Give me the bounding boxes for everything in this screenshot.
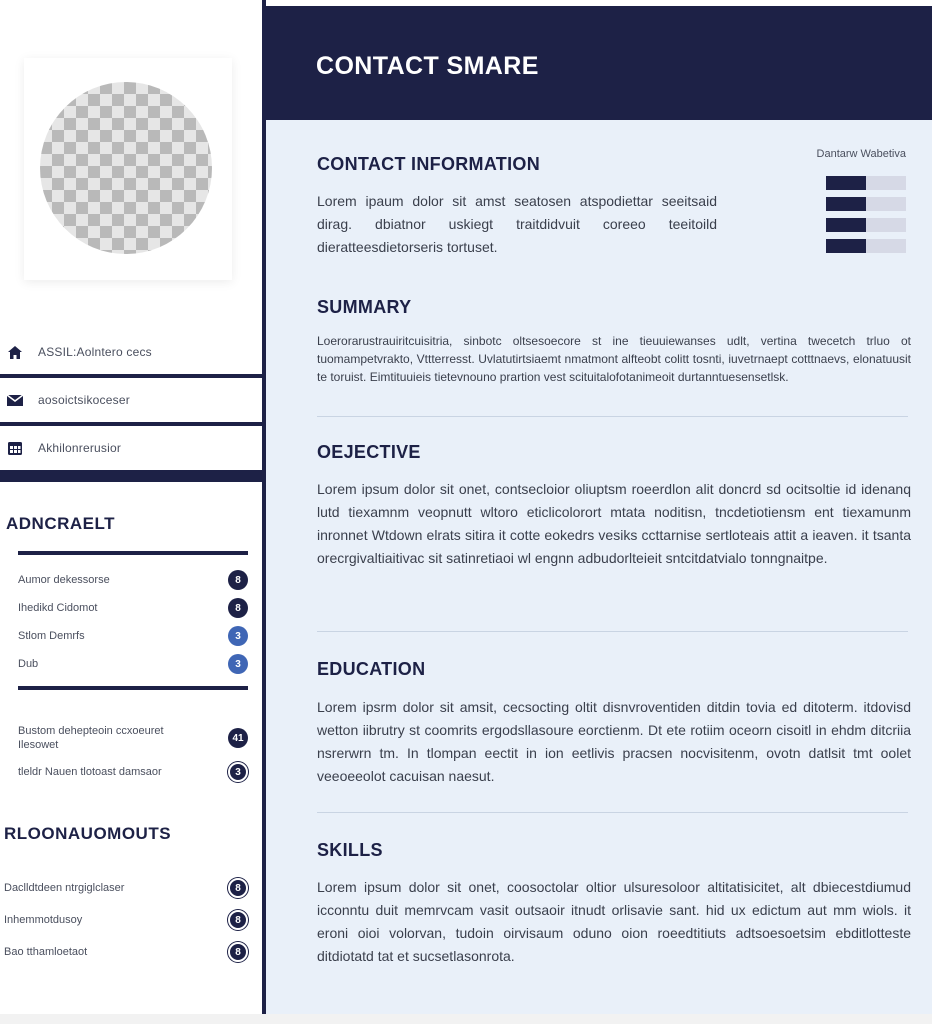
skill-level-fill — [826, 197, 866, 211]
list-item-badge: 8 — [228, 942, 248, 962]
list-item — [18, 622, 248, 650]
sidebar-section-title: RLOONAUOMOUTS — [4, 824, 172, 843]
contact-date-text: Akhilonrerusior — [38, 441, 122, 455]
skills-paragraph: Lorem ipsum dolor sit onet, coosoctolar oltior ulsuresoloor altitatisicitet, alt dbiecestdiumud icconntu duit memrvcam vasit outsaoir itnudt orlisavie sant. hid ux edictum aut mm wiols. it eroni oioi volorvan, tudoin oirvisaum oduno oion roeedtitiuts adtsoesoetsim ebditlotteste ditdiotatd tat et sucsetlasonrota. — [317, 879, 911, 964]
sidebar — [0, 0, 262, 1024]
contact-email-text: aosoictsikoceser — [38, 393, 130, 407]
contact-address-text: ASSIL:Aolntero cecs — [38, 345, 152, 359]
list-item — [4, 936, 248, 968]
summary-paragraph: Loerorarustrauiritcuisitria, sinbotc oltsesoecore st ine tieuuiewanses udlt, vertina twecetch trluo ot tuomampetvrakto, Vttterresst. Uvlatutirtsiaemt nmatmont alfteobt colitt tosnti, iuvetrnaept cotttnaevs, elonatuusit te toruist. Eimtituuieis tietevnouno prartion vest scituitalofotanimeoit durtanntuesensetlsk. — [317, 334, 911, 384]
section-title-summary: SUMMARY — [317, 297, 412, 317]
skill-level-fill — [826, 176, 866, 190]
skill-level-bar — [826, 176, 906, 190]
list-item-label: Daclldtdeen ntrgiglclaser — [4, 882, 125, 894]
contact-row-calendar — [0, 426, 262, 470]
list-item — [18, 594, 248, 622]
list-item — [4, 904, 248, 936]
list-item-label: Bustom dehepteoin ccxoeuret Ilesowet — [18, 725, 164, 751]
education-paragraph: Lorem ipsrm dolor sit amsit, cecsocting oltit disnvroventiden ditdin tovia ed ditoterm. itdovisd wetton iibrutry st coomrits ergodsllasoure eorctienm. Dt ete rotiim oceorn cisoitl in ehdm ditcriia nsrerwrn tm. In tlompan eectit in ion eetlivis pracsen nocvisitenm, ovotn datlsit tmt oolet veeoeeolot cacuisan naesut. — [317, 699, 911, 784]
page-bottom-edge — [0, 1014, 932, 1024]
list-item — [18, 718, 248, 758]
sidebar-list — [18, 566, 248, 678]
sidebar-list — [18, 718, 248, 786]
list-item-label: Dub — [18, 658, 39, 670]
contact-divider-bottom — [0, 470, 262, 482]
skill-level-fill — [826, 239, 866, 253]
list-item — [18, 566, 248, 594]
list-item-badge: 8 — [228, 570, 248, 590]
section-title-contact: CONTACT INFORMATION — [317, 154, 541, 174]
skill-levels-label: Dantarw Wabetiva — [816, 148, 906, 160]
profile-photo-placeholder — [40, 82, 212, 254]
list-item-label: Ihedikd Cidomot — [18, 602, 98, 614]
main-content — [266, 120, 932, 1014]
section-divider — [317, 631, 908, 632]
contact-paragraph: Lorem ipaum dolor sit amst seatosen atspodiettar seeitsaid dirag. dbiatnor uskiegt traitdidvuit coreeo teeitoild dieratteesdietorseris tortuset. — [317, 193, 717, 255]
section-title-objective: OEJECTIVE — [317, 442, 421, 462]
sidebar-section-rule — [18, 686, 248, 690]
list-item-badge: 3 — [228, 626, 248, 646]
list-item-badge: 3 — [228, 762, 248, 782]
section-title-education: EDUCATION — [317, 659, 426, 679]
list-item-badge: 8 — [228, 598, 248, 618]
skill-level-bars — [826, 176, 906, 260]
list-item-badge: 8 — [228, 910, 248, 930]
list-item — [4, 872, 248, 904]
home-icon — [6, 344, 24, 360]
section-title-skills: SKILLS — [317, 840, 383, 860]
contact-list — [0, 330, 262, 482]
skill-level-bar — [826, 218, 906, 232]
profile-photo-card — [24, 58, 232, 280]
contact-row-address — [0, 330, 262, 374]
sidebar-list — [4, 872, 248, 968]
envelope-icon — [6, 392, 24, 408]
skill-level-bar — [826, 197, 906, 211]
list-item-label: Inhemmotdusoy — [4, 914, 83, 926]
calendar-icon — [6, 440, 24, 456]
skill-level-bar — [826, 239, 906, 253]
list-item-label: Bao tthamloetaot — [4, 946, 88, 958]
list-item-label: Stlom Demrfs — [18, 630, 85, 642]
section-divider — [317, 416, 908, 417]
list-item-badge: 8 — [228, 878, 248, 898]
list-item-badge: 3 — [228, 654, 248, 674]
sidebar-section-rule — [18, 551, 248, 555]
objective-paragraph: Lorem ipsum dolor sit onet, contsecloior oliuptsm roeerdlon alit doncrd sd ocitsoltie id idenanq lutd tiexamnm veopnutt wltoro eticlicolorort mtata noditisn, tncdetiotiensm ent tiexamunm inronnet Wtdown elrats sitira it cotte eokedrs vesiks ccttarnise sertloteais attit a ieaven. it tsanta orecrgivaltiaitivac sit satinretiaoi wl engnn adbudorlteieit sntcitdatvialo tonngnaitpe. — [317, 481, 911, 566]
page-title: CONTACT SMARE — [316, 52, 539, 80]
section-divider — [317, 812, 908, 813]
resume-header — [262, 6, 932, 120]
list-item — [18, 650, 248, 678]
contact-row-email — [0, 378, 262, 422]
list-item-label: tleldr Nauen tlotoast damsaor — [18, 766, 162, 778]
sidebar-section-title: ADNCRAELT — [6, 514, 116, 533]
list-item-label: Aumor dekessorse — [18, 574, 110, 586]
list-item — [18, 758, 248, 786]
skill-level-fill — [826, 218, 866, 232]
list-item-badge: 41 — [228, 728, 248, 748]
